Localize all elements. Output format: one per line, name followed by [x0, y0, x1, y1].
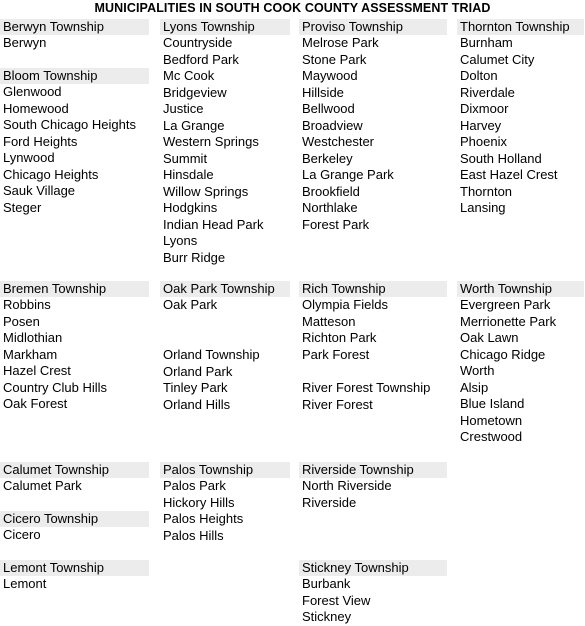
township-header: Bremen Township	[0, 281, 149, 297]
township-group	[299, 19, 447, 233]
township-header: Berwyn Township	[0, 19, 149, 35]
township-group	[0, 68, 149, 216]
municipality-item: Glenwood	[3, 84, 62, 99]
township-group	[0, 19, 149, 52]
township-header: Proviso Township	[299, 19, 447, 35]
municipality-item: Berkeley	[302, 150, 353, 166]
municipality-item: Posen	[3, 313, 40, 329]
township-header: Palos Township	[160, 462, 290, 478]
municipality-item: Stickney	[302, 609, 352, 624]
municipality-item: Oak Lawn	[460, 330, 519, 345]
municipality-item: Calumet Park	[3, 478, 82, 493]
township-group	[457, 281, 584, 446]
township-header: Orland Township	[163, 347, 260, 362]
township-header: Oak Park Township	[160, 281, 290, 297]
municipality-item: Thornton	[460, 183, 513, 199]
municipality-item: Bellwood	[302, 101, 355, 116]
municipality-item: Midlothian	[3, 330, 63, 345]
municipality-item: Crestwood	[460, 429, 523, 444]
municipality-item: Broadview	[302, 117, 363, 133]
municipality-item: Westchester	[302, 134, 375, 149]
municipality-item: Chicago Ridge	[460, 346, 546, 362]
township-group	[160, 281, 290, 314]
township-group	[457, 19, 584, 217]
municipality-item: Hazel Crest	[3, 363, 71, 378]
municipality-item: Park Forest	[302, 346, 370, 362]
municipality-item: Hickory Hills	[163, 494, 235, 510]
municipality-item: Burbank	[302, 576, 351, 591]
municipality-item: Robbins	[3, 297, 51, 312]
municipality-item: Burr Ridge	[163, 249, 226, 265]
municipality-item: Worth	[460, 363, 495, 378]
municipality-item: Hodgkins	[163, 200, 218, 215]
municipality-item: Lynwood	[3, 150, 55, 165]
municipality-item: Orland Hills	[163, 396, 231, 412]
township-group	[160, 19, 290, 266]
municipality-item: Berwyn	[3, 35, 47, 50]
municipality-item: Summit	[163, 150, 208, 166]
municipality-item: Phoenix	[460, 134, 507, 149]
township-header: Riverside Township	[299, 462, 447, 478]
municipality-item: Stone Park	[302, 51, 367, 67]
municipality-item: Indian Head Park	[163, 216, 264, 232]
municipality-item: Calumet City	[460, 51, 535, 67]
municipality-item: South Chicago Heights	[3, 117, 136, 132]
township-group	[160, 462, 290, 544]
township-header: Cicero Township	[0, 511, 149, 527]
municipality-item: Sauk Village	[3, 183, 76, 198]
municipality-item: Maywood	[302, 68, 358, 83]
municipality-item: Ford Heights	[3, 133, 78, 149]
municipality-item: Brookfield	[302, 183, 360, 199]
municipality-item: Richton Park	[302, 330, 377, 345]
municipality-item: Tinley Park	[163, 380, 228, 395]
municipality-item: River Forest	[302, 396, 373, 412]
township-group	[160, 347, 290, 413]
municipality-item: Mc Cook	[163, 68, 215, 83]
municipality-item: Palos Hills	[163, 527, 224, 543]
municipality-item: Chicago Heights	[3, 166, 99, 182]
township-header: Rich Township	[299, 281, 447, 297]
township-group	[0, 281, 149, 413]
municipality-item: Hillside	[302, 84, 344, 100]
township-header: River Forest Township	[302, 380, 431, 395]
municipality-item: La Grange Park	[302, 167, 394, 182]
municipality-item: Northlake	[302, 200, 358, 215]
municipality-item: Cicero	[3, 527, 41, 542]
municipality-item: Merrionette Park	[460, 313, 557, 329]
municipality-item: Hometown	[460, 412, 523, 428]
township-header: Worth Township	[457, 281, 584, 297]
township-group	[0, 462, 149, 495]
municipality-item: Willow Springs	[163, 183, 249, 199]
municipality-item: South Holland	[460, 150, 542, 166]
page-title: MUNICIPALITIES IN SOUTH COOK COUNTY ASSESSMENT TRIAD	[94, 1, 491, 15]
municipality-item: Countryside	[163, 35, 233, 50]
municipality-item: Hinsdale	[163, 167, 214, 182]
municipality-item: Palos Park	[163, 478, 226, 493]
municipality-item: La Grange	[163, 117, 225, 133]
municipality-item: Lansing	[460, 200, 506, 215]
township-group	[0, 511, 149, 544]
municipality-item: Alsip	[460, 379, 489, 395]
municipality-item: Dolton	[460, 68, 498, 83]
municipality-item: Forest Park	[302, 216, 370, 232]
township-header: Lemont Township	[0, 560, 149, 576]
municipality-item: Orland Park	[163, 363, 233, 379]
township-header: Calumet Township	[0, 462, 149, 478]
municipality-item: Matteson	[302, 313, 356, 329]
municipality-item: Bridgeview	[163, 84, 227, 100]
municipality-item: Riverside	[302, 494, 357, 510]
municipality-item: Country Club Hills	[3, 379, 108, 395]
municipality-item: North Riverside	[302, 478, 392, 493]
municipality-item: Forest View	[302, 592, 371, 608]
township-group	[299, 380, 447, 413]
township-header: Thornton Township	[457, 19, 584, 35]
municipality-item: Oak Forest	[3, 396, 68, 411]
municipality-item: Oak Park	[163, 297, 218, 312]
municipality-item: Markham	[3, 346, 58, 362]
municipality-item: Dixmoor	[460, 101, 509, 116]
municipality-item: Steger	[3, 199, 42, 215]
municipality-item: Riverdale	[460, 84, 515, 100]
township-header: Stickney Township	[299, 560, 447, 576]
municipality-item: Evergreen Park	[460, 297, 551, 312]
municipality-item: East Hazel Crest	[460, 167, 558, 182]
township-group	[299, 560, 447, 626]
municipality-item: Justice	[163, 101, 204, 116]
township-group	[299, 281, 447, 363]
municipality-item: Olympia Fields	[302, 297, 388, 312]
municipality-item: Homewood	[3, 100, 69, 116]
municipality-item: Bedford Park	[163, 51, 239, 67]
township-header: Lyons Township	[160, 19, 290, 35]
township-group	[299, 462, 447, 511]
municipality-item: Western Springs	[163, 134, 259, 149]
township-group	[0, 560, 149, 593]
municipality-item: Lemont	[3, 576, 47, 591]
municipality-item: Harvey	[460, 117, 502, 133]
municipality-item: Lyons	[163, 233, 198, 248]
municipality-item: Melrose Park	[302, 35, 379, 50]
municipality-item: Burnham	[460, 35, 513, 50]
municipality-item: Palos Heights	[163, 511, 244, 526]
municipality-item: Blue Island	[460, 396, 525, 411]
township-header: Bloom Township	[0, 68, 149, 84]
